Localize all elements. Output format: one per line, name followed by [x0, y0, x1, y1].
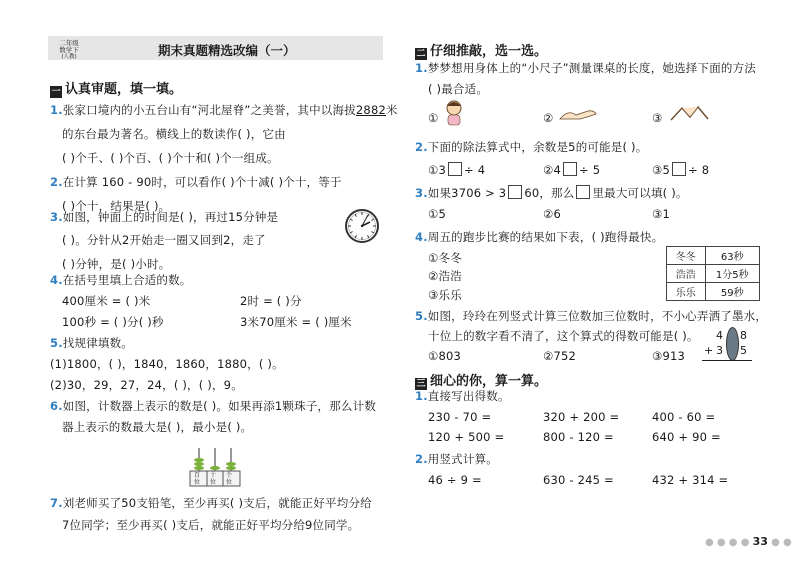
section1-title: 认真审题，填一填。 [65, 82, 183, 97]
calc-2-2: 800 - 120 = [543, 430, 614, 444]
rq2-option1 [428, 162, 485, 177]
rq1-number: 1. [415, 61, 428, 75]
rq5-number: 5. [415, 309, 428, 323]
q4-b: 2时 = ( )分 [240, 294, 302, 308]
v-row2-ones: 5 [740, 344, 747, 357]
girl-measure-image [443, 99, 465, 127]
q2-number: 2. [50, 175, 63, 189]
rq3-number: 3. [415, 186, 428, 200]
calc-2-3: 640 + 90 = [652, 430, 721, 444]
q7-number: 7. [50, 496, 63, 510]
q7-line1 [50, 496, 372, 510]
table-row [667, 265, 760, 283]
rq1-line1 [415, 61, 756, 75]
table-cell: 冬冬 [667, 247, 706, 265]
rq4-number: 4. [415, 230, 428, 244]
grade-label [52, 40, 86, 61]
rq3-text3: 里最大可以填( )。 [592, 186, 688, 200]
rq2-o1-a: ①3 [428, 163, 447, 177]
q5-line1 [50, 336, 133, 350]
rq4-option3: ③乐乐 [428, 288, 462, 302]
vcalc-1: 46 ÷ 9 = [428, 473, 482, 487]
rq1-option2: ② [543, 111, 554, 125]
abacus-ones-label: 个位 [226, 472, 233, 486]
rq3-text1: 如果3706 > 3 [427, 186, 507, 200]
table-cell: 59秒 [705, 283, 759, 301]
rq3-option3: ③1 [652, 207, 671, 221]
q1-altitude: 2882 [355, 103, 386, 117]
rq3-box2 [576, 185, 590, 199]
rq2-number: 2. [415, 140, 428, 154]
table-cell: 1分5秒 [705, 265, 759, 283]
grade-line1: 二年级 [59, 39, 79, 47]
v-row2-hundreds: 3 [716, 344, 723, 357]
q5-a: (1)1800，( )，1840，1860，1880，( )。 [50, 357, 284, 371]
rq6-text1: 直接写出得数。 [427, 389, 510, 403]
q7-line2: 7位同学；至少再买( )支后，就能正好平均分给9位同学。 [62, 518, 360, 532]
q1-line3: ( )个千、( )个百、( )个十和( )个一组成。 [62, 151, 279, 165]
rq3-line1 [415, 185, 688, 200]
q1-number: 1. [50, 103, 63, 117]
rq1-option3: ③ [652, 111, 663, 125]
rq4-option2: ②浩浩 [428, 269, 462, 283]
q1-line1 [50, 103, 398, 117]
ink-blot [726, 327, 739, 361]
arm-span-image [668, 103, 710, 123]
rq2-option2 [543, 162, 600, 177]
rq5-line2: 十位上的数字看不清了，这个算式的得数可能是( )。 [428, 329, 699, 343]
abacus-tens-label: 十位 [210, 472, 217, 486]
q4-a: 400厘米 = ( )米 [62, 294, 151, 308]
section1-icon: 一 [51, 87, 61, 97]
rq5-option1: ①803 [428, 349, 462, 363]
rq2-o3-box [672, 162, 686, 176]
q5-b: (2)30，29，27，24，( )，( )，9。 [50, 378, 243, 392]
page-title: 期末真题精选改编（一） [158, 43, 296, 58]
rq2-o3-a: ③5 [652, 163, 671, 177]
q5-number: 5. [50, 336, 63, 350]
rq7-line1 [415, 452, 498, 466]
section3-title: 细心的你，算一算。 [430, 374, 548, 389]
q1-line2: 的东台最为著名。横线上的数读作( )，它由 [62, 127, 286, 141]
section2-icon: 二 [416, 49, 426, 59]
vcalc-2: 630 - 245 = [543, 473, 614, 487]
q3-line1 [50, 210, 278, 224]
rq2-o2-box [563, 162, 577, 176]
q7-text1: 刘老师买了50支铅笔，至少再买( )支后，就能正好平均分给 [62, 496, 372, 510]
hand-span-image [558, 105, 598, 123]
rq2-o2-a: ②4 [543, 163, 562, 177]
q6-number: 6. [50, 399, 63, 413]
q1-text1: 张家口境内的小五台山有“河北屋脊”之美誉，其中以海拔 [62, 103, 356, 117]
v-row1-ones: 8 [740, 329, 747, 342]
rq4-line1 [415, 230, 663, 244]
rq2-o2-b: ÷ 5 [579, 163, 601, 177]
rq2-o3-b: ÷ 8 [688, 163, 710, 177]
q5-text1: 找规律填数。 [62, 336, 133, 350]
rq7-number: 2. [415, 452, 428, 466]
vertical-addition [702, 327, 754, 363]
rq7-text1: 用竖式计算。 [427, 452, 498, 466]
q4-text1: 在括号里填上合适的数。 [62, 273, 192, 287]
q2-text1: 在计算 160 - 90时，可以看作( )个十减( )个十，等于 [62, 175, 342, 189]
section1-heading [50, 78, 182, 98]
q3-number: 3. [50, 210, 63, 224]
rq2-text1: 下面的除法算式中，余数是5的可能是( )。 [427, 140, 648, 154]
v-plus: + [704, 344, 714, 357]
section2-heading [415, 40, 547, 60]
calc-2-1: 120 + 500 = [428, 430, 505, 444]
section2-title: 仔细推敲，选一选。 [430, 44, 548, 59]
race-results-table [666, 246, 760, 301]
page-number: 33 [752, 535, 768, 548]
table-cell: 63秒 [705, 247, 759, 265]
q4-number: 4. [50, 273, 63, 287]
grade-line2: 数学下 [59, 46, 79, 54]
rq5-text1: 如图，玲玲在列竖式计算三位数加三位数时，不小心弄洒了墨水， [427, 309, 768, 323]
q4-line1 [50, 273, 191, 287]
page-footer: ● ● ● ● 33 ● ● [705, 535, 792, 548]
rq5-option3: ③913 [652, 349, 686, 363]
rq4-option1: ①冬冬 [428, 251, 462, 265]
q4-d: 3米70厘米 = ( )厘米 [240, 315, 352, 329]
q2-line1 [50, 175, 342, 189]
rq5-option2: ②752 [543, 349, 577, 363]
table-cell: 浩浩 [667, 265, 706, 283]
rq2-line1 [415, 140, 647, 154]
q3-text1: 如图，钟面上的时间是( )，再过15分钟是 [62, 210, 279, 224]
rq1-text1: 梦梦想用身体上的“小尺子”测量课桌的长度，她选择下面的方法 [427, 61, 756, 75]
rq3-option1: ①5 [428, 207, 447, 221]
table-cell: 乐乐 [667, 283, 706, 301]
q2-line2: ( )个十，结果是( )。 [62, 199, 171, 213]
table-row [667, 283, 760, 301]
rq5-line1 [415, 309, 767, 323]
calc-1-3: 400 - 60 = [652, 410, 716, 424]
rq2-o1-box [448, 162, 462, 176]
q6-line2: 器上表示的数最大是( )，最小是( )。 [62, 420, 253, 434]
q6-line1 [50, 399, 376, 413]
section3-icon: 三 [416, 379, 426, 389]
q1-unit: 米 [385, 103, 398, 117]
section3-heading [415, 370, 547, 390]
rq3-text2: 60，那么 [524, 186, 575, 200]
rq6-line1 [415, 389, 510, 403]
clock-image [344, 208, 380, 244]
edition-label: (人教) [61, 54, 77, 60]
rq2-o1-b: ÷ 4 [464, 163, 486, 177]
abacus-hundreds-label: 百位 [194, 472, 201, 486]
rq3-option2: ②6 [543, 207, 562, 221]
q4-c: 100秒 = ( )分( )秒 [62, 315, 164, 329]
rq2-option3 [652, 162, 709, 177]
rq6-number: 1. [415, 389, 428, 403]
q3-line2: ( )。分针从2开始走一圈又回到2，走了 [62, 233, 266, 247]
q6-text1: 如图，计数器上表示的数是( )。如果再添1颗珠子，那么计数 [62, 399, 377, 413]
rq3-box1 [508, 185, 522, 199]
rq1-line2: ( )最合适。 [428, 82, 489, 96]
q3-line3: ( )分钟，是( )小时。 [62, 257, 171, 271]
v-row1-hundreds: 4 [716, 329, 723, 342]
calc-1-1: 230 - 70 = [428, 410, 492, 424]
v-line [702, 360, 752, 361]
calc-1-2: 320 + 200 = [543, 410, 620, 424]
rq1-option1: ① [428, 111, 439, 125]
table-row [667, 247, 760, 265]
vcalc-3: 432 + 314 = [652, 473, 729, 487]
rq4-text1: 周五的跑步比赛的结果如下表，( )跑得最快。 [427, 230, 664, 244]
